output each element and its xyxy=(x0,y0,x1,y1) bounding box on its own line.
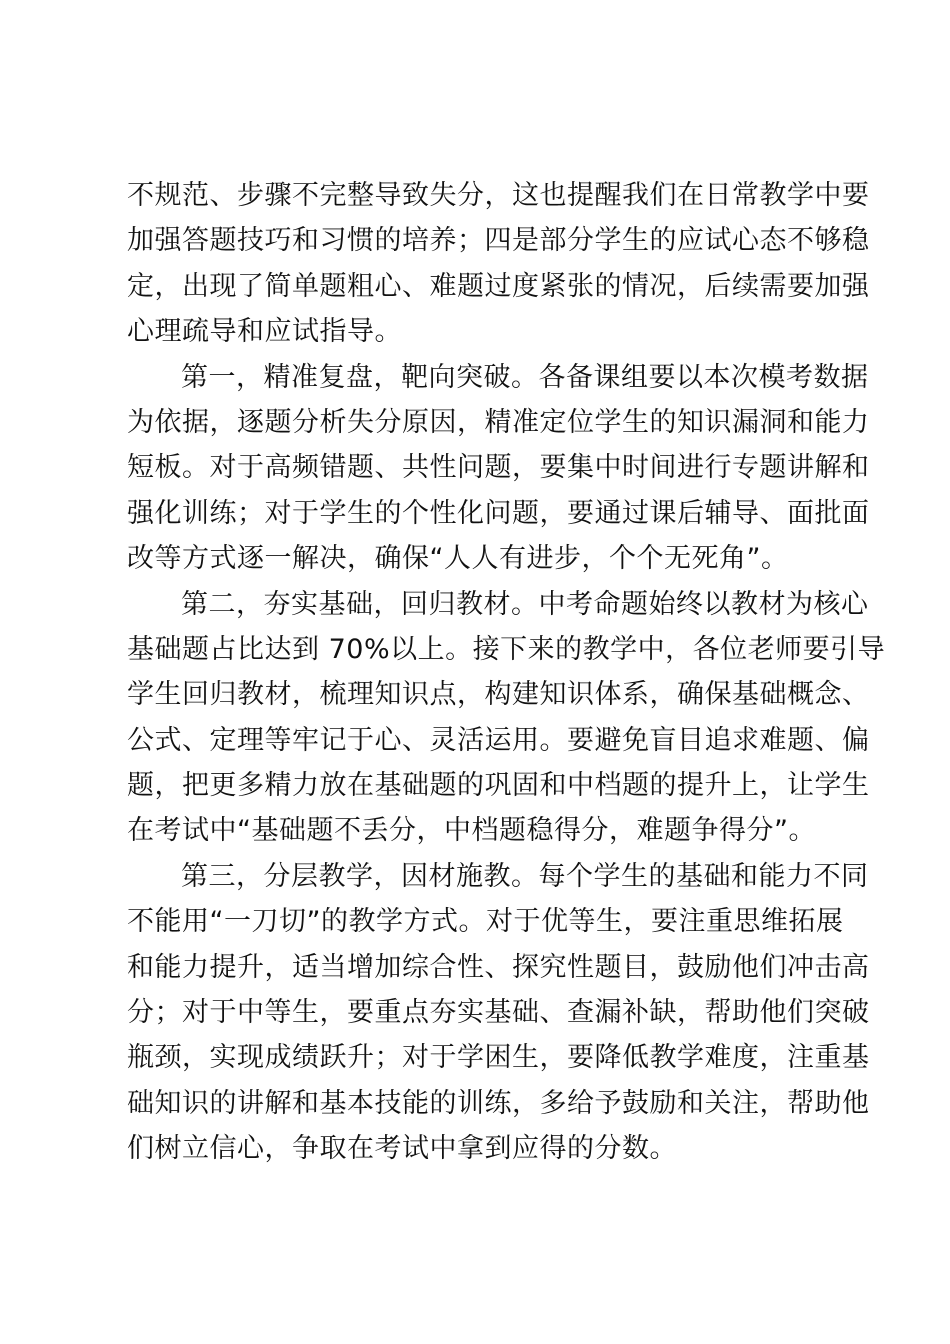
text-line: 第二，夯实基础，回归教材。中考命题始终以教材为核心 xyxy=(181,588,869,620)
text-line: 加强答题技巧和习惯的培养；四是部分学生的应试心态不够稳 xyxy=(127,225,870,257)
paragraph xyxy=(127,173,870,355)
text-line: 第三，分层教学，因材施教。每个学生的基础和能力不同 xyxy=(181,860,869,892)
paragraph xyxy=(127,582,886,854)
text-line: 短板。对于高频错题、共性问题，要集中时间进行专题讲解和 xyxy=(127,452,870,484)
text-line: 础知识的讲解和基本技能的训练，多给予鼓励和关注，帮助他 xyxy=(127,1087,870,1119)
text-line: 们树立信心，争取在考试中拿到应得的分数。 xyxy=(127,1133,677,1165)
text-line: 为依据，逐题分析失分原因，精准定位学生的知识漏洞和能力 xyxy=(127,406,870,438)
text-line: 在考试中“基础题不丢分，中档题稳得分，难题争得分”。 xyxy=(127,815,816,847)
text-line: 题，把更多精力放在基础题的巩固和中档题的提升上，让学生 xyxy=(127,770,870,802)
text-line: 和能力提升，适当增加综合性、探究性题目，鼓励他们冲击高 xyxy=(127,951,870,983)
text-line: 瓶颈，实现成绩跃升；对于学困生，要降低教学难度，注重基 xyxy=(127,1042,870,1074)
text-line: 心理疏导和应试指导。 xyxy=(127,316,402,348)
paragraph xyxy=(127,854,870,1172)
text-line: 基础题占比达到 70%以上。接下来的教学中，各位老师要引导 xyxy=(127,633,886,665)
text-line: 分；对于中等生，要重点夯实基础、查漏补缺，帮助他们突破 xyxy=(127,997,870,1029)
text-line: 改等方式逐一解决，确保“人人有进步，个个无死角”。 xyxy=(127,543,789,575)
body-text xyxy=(127,173,886,1172)
text-line: 公式、定理等牢记于心、灵活运用。要避免盲目追求难题、偏 xyxy=(127,724,870,756)
text-line: 定，出现了简单题粗心、难题过度紧张的情况，后续需要加强 xyxy=(127,270,870,302)
text-line: 强化训练；对于学生的个性化问题，要通过课后辅导、面批面 xyxy=(127,497,870,529)
paragraph xyxy=(127,355,870,582)
text-line: 不能用“一刀切”的教学方式。对于优等生，要注重思维拓展 xyxy=(127,906,844,938)
text-line: 不规范、步骤不完整导致失分，这也提醒我们在日常教学中要 xyxy=(127,180,870,211)
text-line: 学生回归教材，梳理知识点，构建知识体系，确保基础概念、 xyxy=(127,679,870,711)
text-line: 第一，精准复盘，靶向突破。各备课组要以本次模考数据 xyxy=(181,361,869,393)
